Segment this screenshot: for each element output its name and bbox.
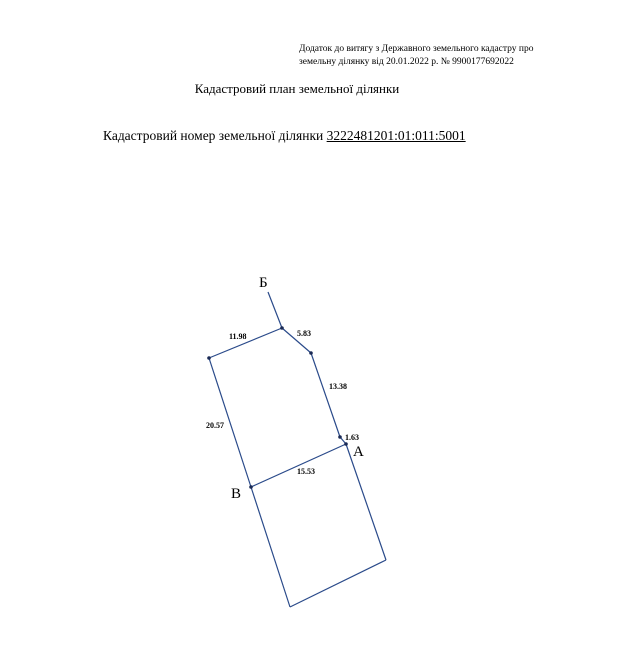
- point-label-b: Б: [259, 275, 268, 291]
- length-small: 1.63: [345, 433, 359, 442]
- cadastral-number-label: Кадастровий номер земельної ділянки: [103, 128, 324, 143]
- point-label-a: А: [353, 444, 364, 460]
- vertex-point: [207, 356, 211, 360]
- boundary-divider: [251, 444, 346, 487]
- cadastral-number-value: 3222481201:01:011:5001: [326, 128, 466, 143]
- vertex-point: [280, 326, 284, 330]
- length-right-upper: 13.38: [329, 382, 347, 391]
- appendix-note-line-2: земельну ділянку від 20.01.2022 р. № 9900177692022: [299, 57, 514, 67]
- boundary-bottom: [290, 560, 386, 607]
- vertex-point: [344, 442, 348, 446]
- boundary-right-lower: [346, 444, 386, 560]
- length-top-left: 11.98: [229, 332, 247, 341]
- boundary-line-b: [268, 292, 282, 328]
- vertex-point: [338, 435, 342, 439]
- length-top-right: 5.83: [297, 329, 311, 338]
- document-title: Кадастровий план земельної ділянки: [194, 81, 400, 96]
- appendix-note-line-1: Додаток до витягу з Державного земельного кадастру про: [299, 44, 534, 54]
- boundary-right-upper: [311, 353, 340, 437]
- boundary-left-lower: [251, 487, 290, 607]
- length-left: 20.57: [206, 421, 224, 430]
- vertex-point: [309, 351, 313, 355]
- vertex-point: [249, 485, 253, 489]
- point-label-v: В: [231, 486, 242, 502]
- length-bottom: 15.53: [297, 467, 315, 476]
